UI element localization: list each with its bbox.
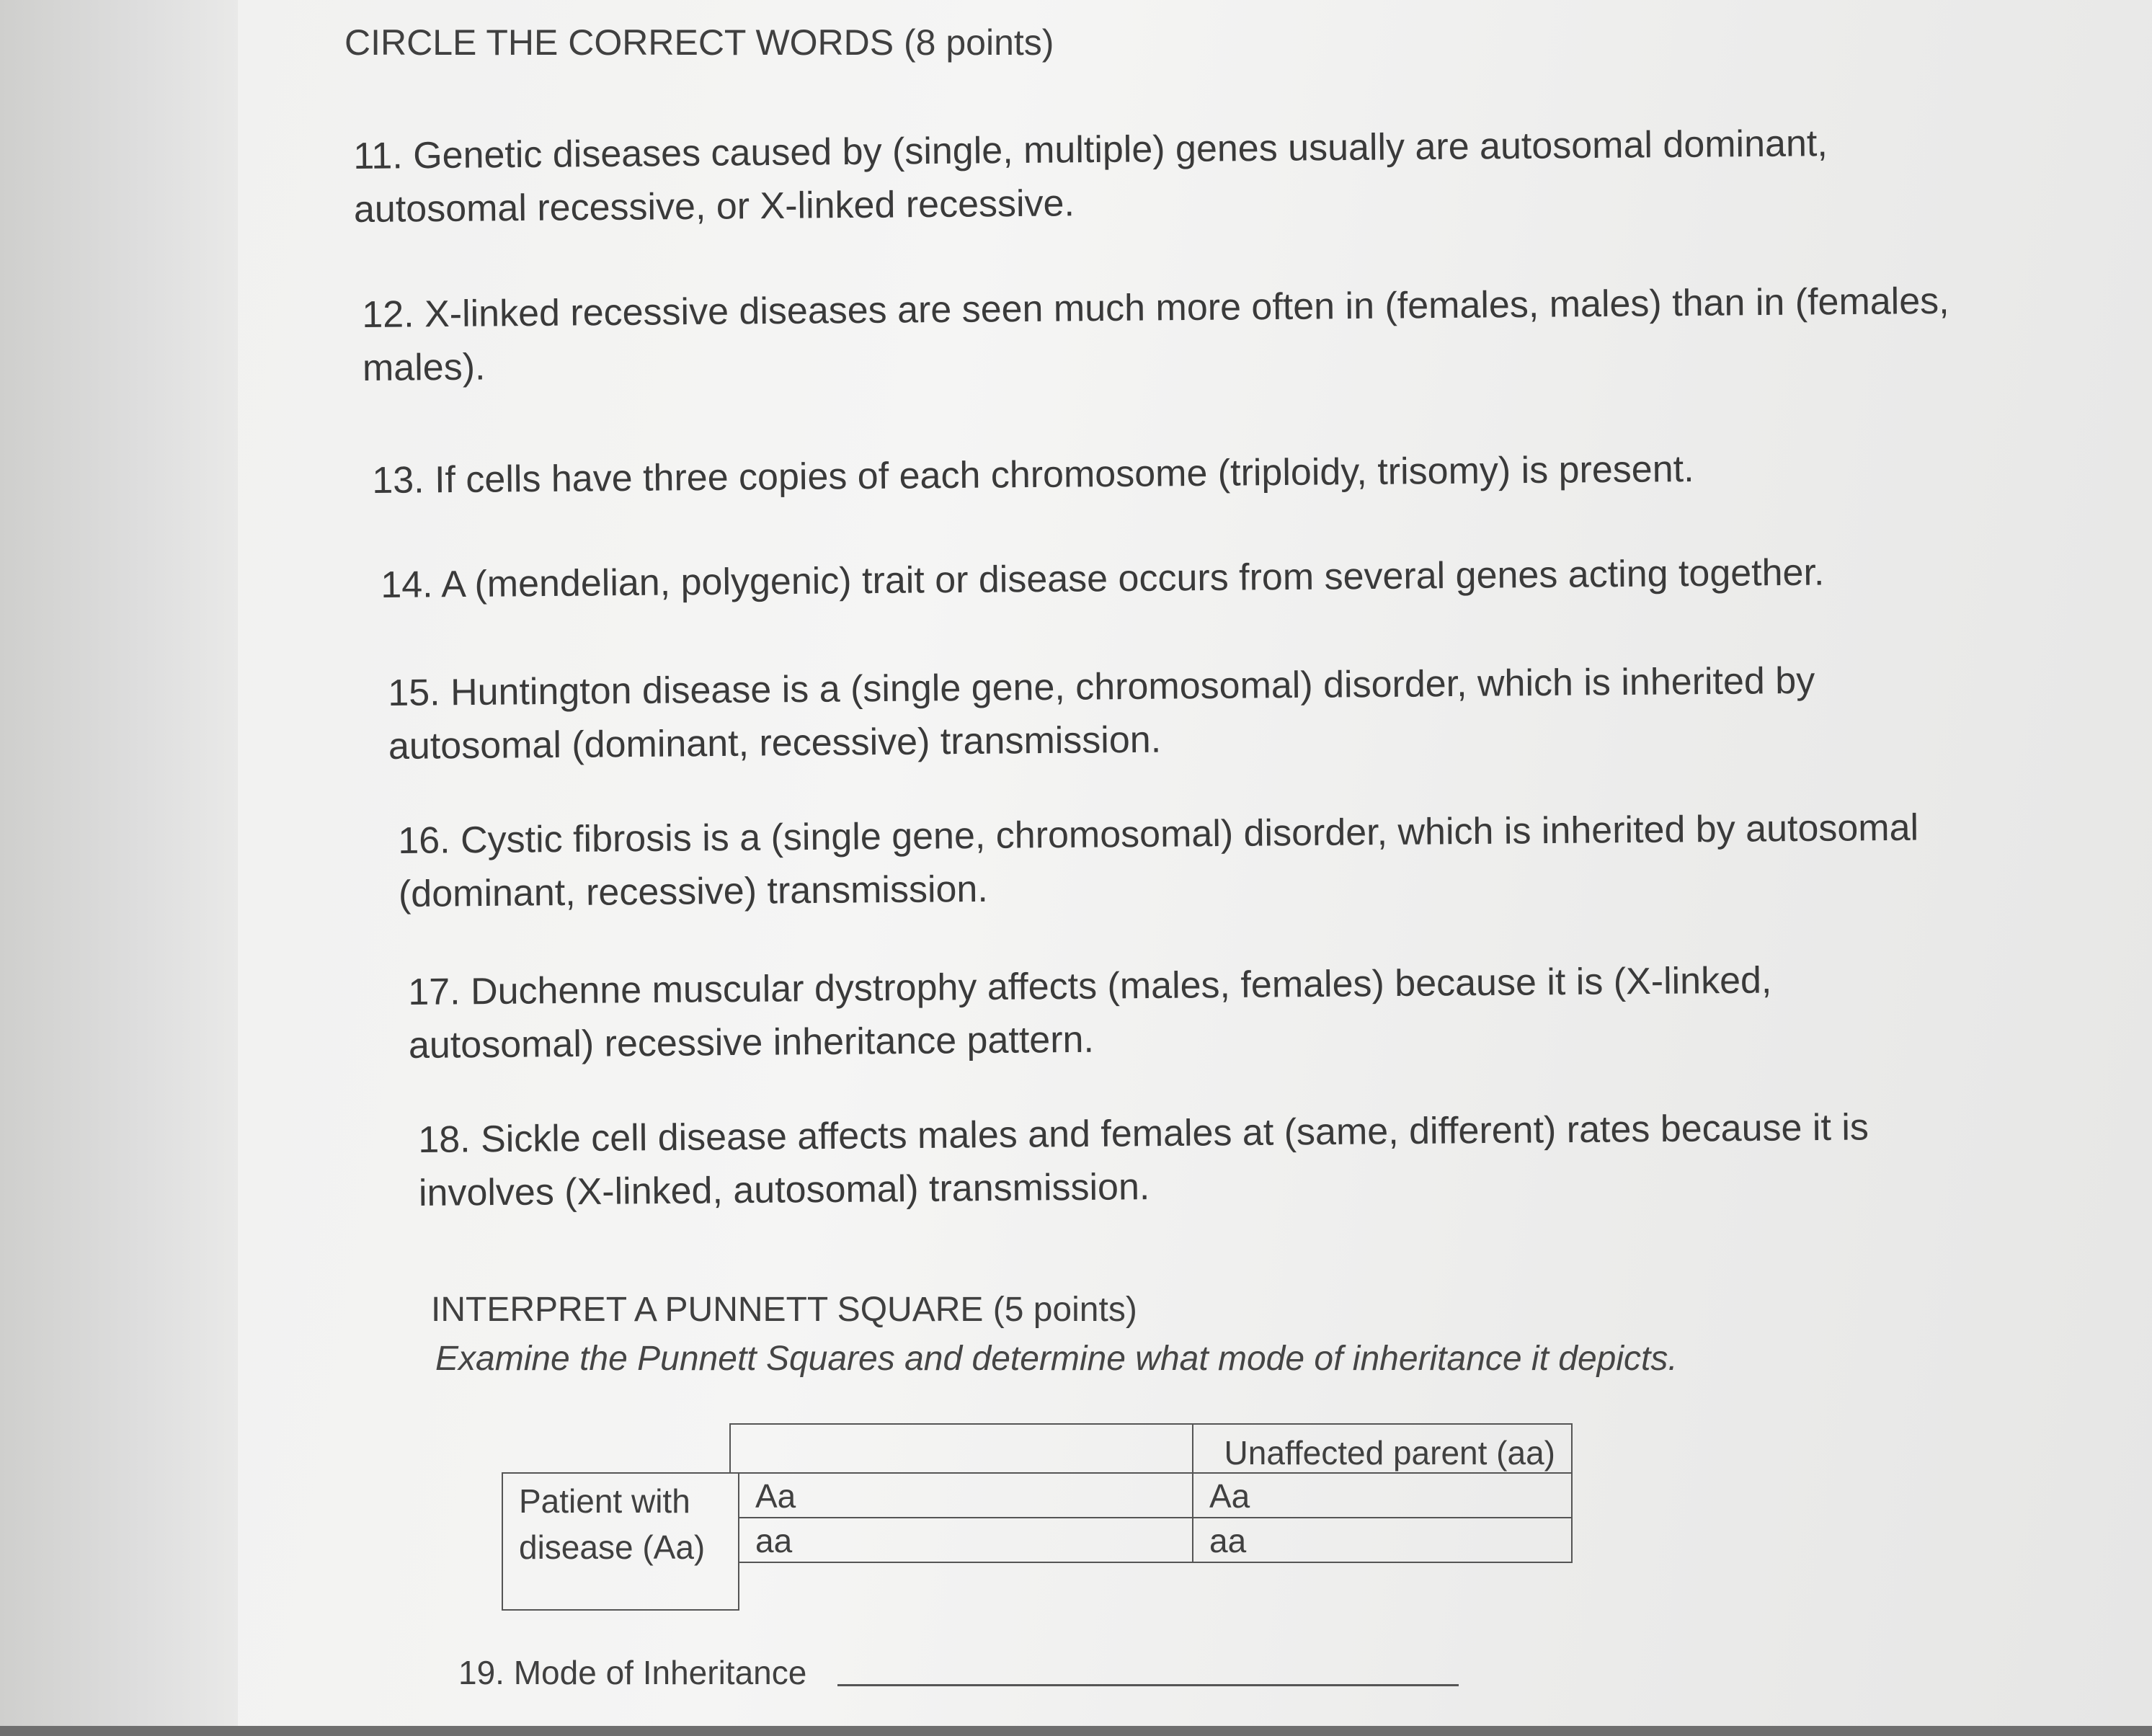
punnett-row-header: Patient with disease (Aa) — [502, 1472, 739, 1611]
punnett-corner-cell — [729, 1423, 1193, 1474]
section-heading-circle: CIRCLE THE CORRECT WORDS (8 points) — [344, 22, 1054, 63]
question-13: 13. If cells have three copies of each chromosome (triploidy, trisomy) is present. — [372, 448, 1694, 502]
question-16: 16. Cystic fibrosis is a (single gene, chromosomal) disorder, which is inherited by autosomal (dominant, recessive) transmission. — [398, 806, 1919, 915]
answer-blank-line[interactable] — [837, 1684, 1459, 1686]
punnett-column-header: Unaffected parent (aa) — [1192, 1423, 1573, 1474]
punnett-instruction: Examine the Punnett Squares and determine what mode of inheritance it depicts. — [435, 1340, 1678, 1378]
punnett-row-label-1: Aa — [738, 1472, 1193, 1518]
left-margin — [0, 0, 238, 1736]
punnett-cell-2: aa — [1192, 1517, 1573, 1563]
punnett-row-label-2: aa — [738, 1517, 1193, 1563]
question-18: 18. Sickle cell disease affects males and females at (same, different) rates because it is involves (X-linked, autosomal) transmission. — [418, 1106, 1869, 1214]
question-14: 14. A (mendelian, polygenic) trait or disease occurs from several genes acting together. — [381, 551, 1825, 606]
question-19-label: 19. Mode of Inheritance — [458, 1654, 807, 1691]
section-heading-punnett: INTERPRET A PUNNETT SQUARE (5 points) — [431, 1291, 1137, 1329]
question-11: 11. Genetic diseases caused by (single, multiple) genes usually are autosomal dominant, autosomal recessive, or X-linked recessive. — [353, 123, 1828, 231]
punnett-cell-1: Aa — [1192, 1472, 1573, 1518]
question-12: 12. X-linked recessive diseases are seen much more often in (females, males) than in (females, males). — [362, 280, 1949, 389]
bottom-edge — [0, 1726, 2152, 1736]
question-15: 15. Huntington disease is a (single gene, chromosomal) disorder, which is inherited by autosomal (dominant, recessive) transmission. — [388, 659, 1815, 767]
question-17: 17. Duchenne muscular dystrophy affects (males, females) because it is (X-linked, autosomal) recessive inheritance pattern. — [408, 959, 1772, 1067]
